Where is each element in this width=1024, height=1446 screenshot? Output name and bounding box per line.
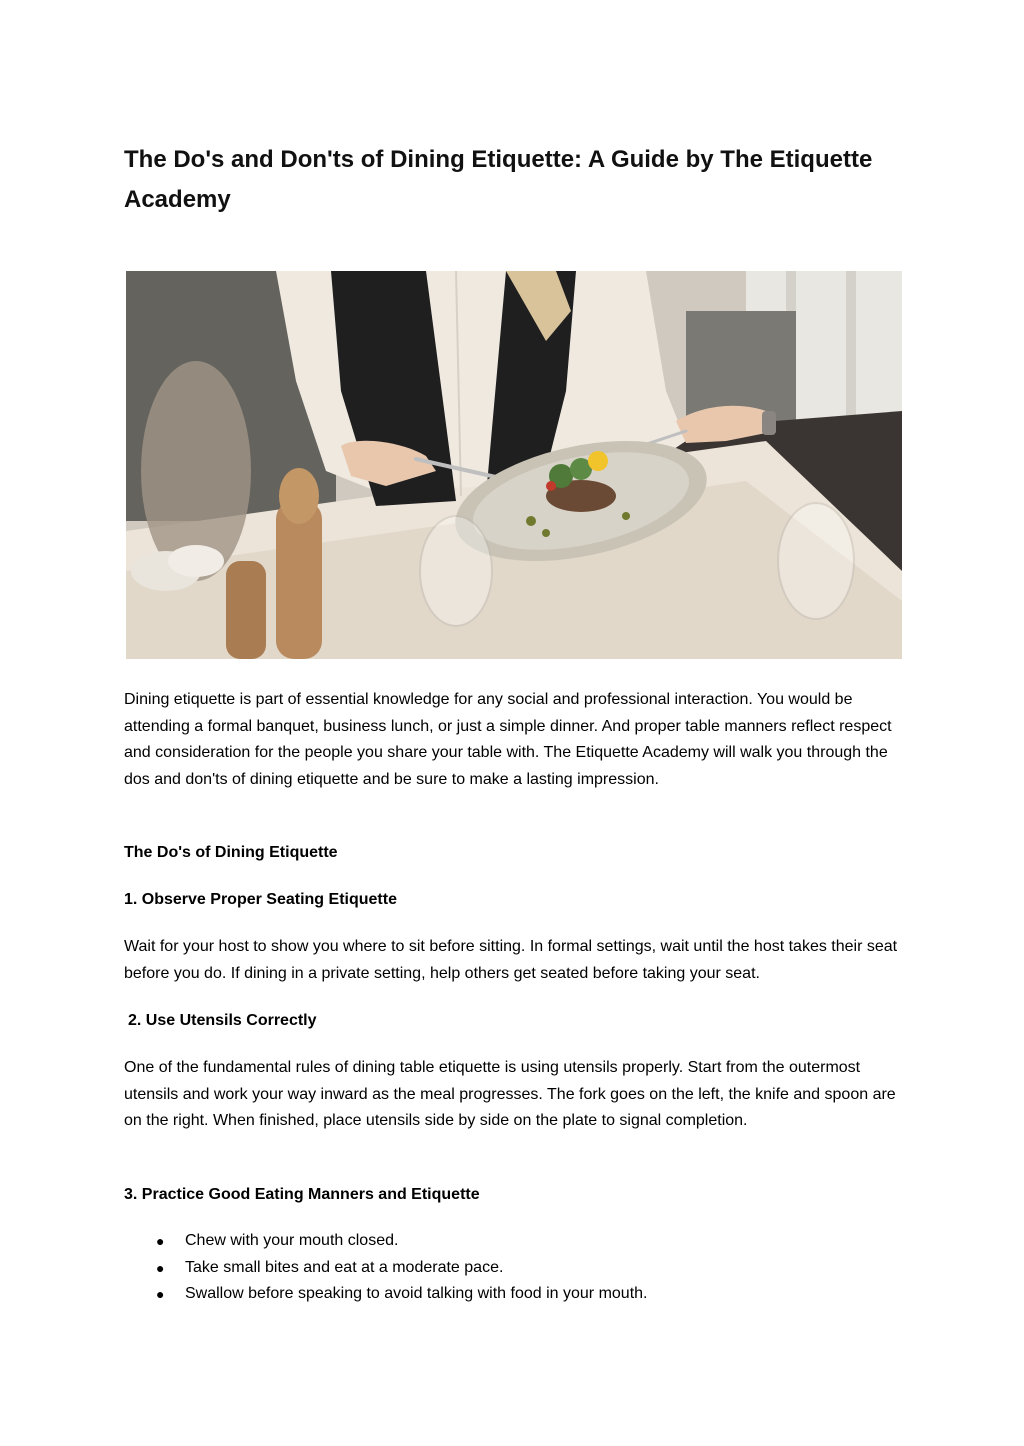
- section2-body: One of the fundamental rules of dining table etiquette is using utensils properly. Start from the outermost utensils and work your way inward as the meal progresses. The fork goes on the left, the knife and spoon are on the right. When finished, place utensils side by side on the plate to signal completion.: [124, 1059, 896, 1129]
- etiquette-bullet-list: [124, 1228, 647, 1308]
- section1-heading: 1. Observe Proper Seating Etiquette: [124, 891, 397, 908]
- list-item-text: Chew with your mouth closed.: [185, 1232, 399, 1249]
- section2-heading: 2. Use Utensils Correctly: [128, 1012, 317, 1029]
- page-title: The Do's and Don'ts of Dining Etiquette: A Guide by The Etiquette Academy: [124, 146, 873, 213]
- bullet-icon: ●: [156, 1233, 165, 1249]
- list-item-text: Take small bites and eat at a moderate pace.: [185, 1258, 504, 1276]
- list-item-text: Swallow before speaking to avoid talking with food in your mouth.: [185, 1285, 648, 1302]
- bullet-icon: ●: [156, 1259, 165, 1276]
- section1-body: Wait for your host to show you where to sit before sitting. In formal settings, wait until the host takes their seat before you do. If dining in a private setting, help others get seated before taking your seat.: [124, 938, 898, 982]
- list-item: [124, 1281, 647, 1308]
- list-item: [124, 1255, 647, 1282]
- bullet-icon: ●: [156, 1286, 165, 1302]
- dining-illustration: [126, 271, 902, 659]
- dining-photo: [126, 271, 902, 659]
- dos-heading: The Do's of Dining Etiquette: [124, 844, 338, 861]
- intro-paragraph: Dining etiquette is part of essential knowledge for any social and professional interaction. You would be attending a formal banquet, business lunch, or just a simple dinner. And proper table manners reflect respect and consideration for the people you share your table with. The Etiquette Academy will walk you through the dos and don'ts of dining etiquette and be sure to make a lasting impression.: [124, 691, 892, 788]
- list-item: [124, 1228, 647, 1255]
- section3-heading: 3. Practice Good Eating Manners and Etiquette: [124, 1186, 480, 1203]
